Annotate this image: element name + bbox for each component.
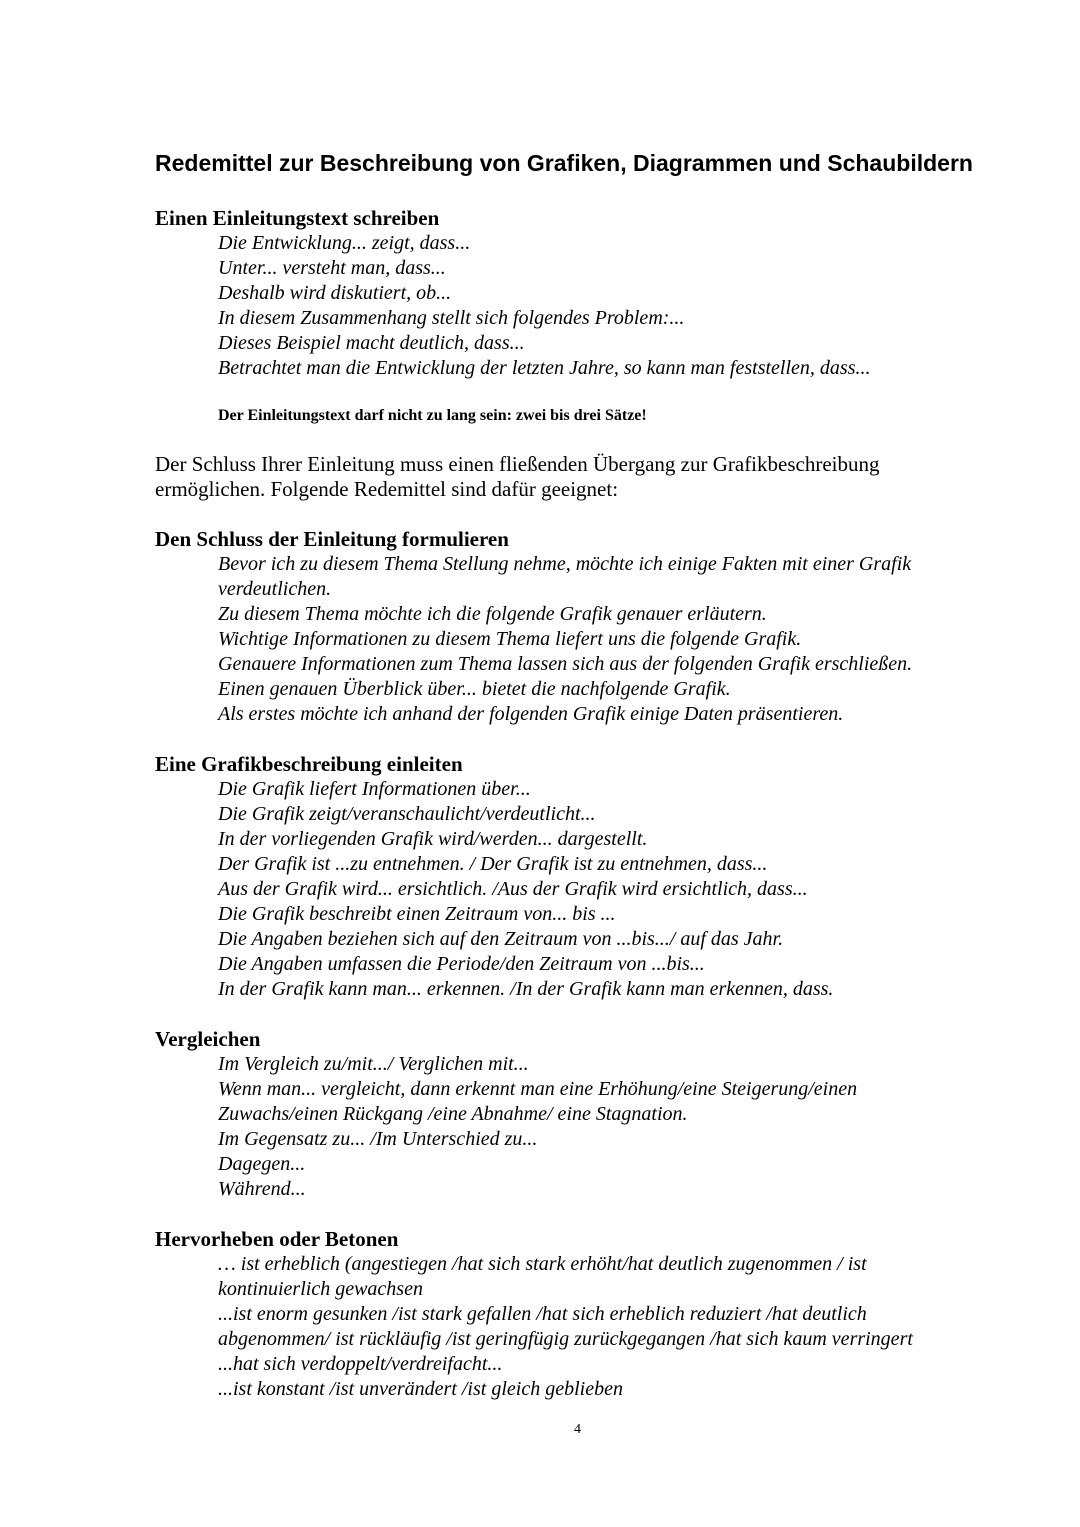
section-heading: Einen Einleitungstext schreiben: [155, 206, 440, 230]
section-vergleichen: [155, 1027, 1035, 1202]
page-title: Redemittel zur Beschreibung von Grafiken, Diagrammen und Schaubildern: [155, 150, 973, 176]
phrase-line: Aus der Grafik wird... ersichtlich. /Aus der Grafik wird ersichtlich, dass...: [218, 878, 808, 900]
phrase-line: Der Grafik ist ...zu entnehmen. / Der Grafik ist zu entnehmen, dass...: [218, 853, 768, 875]
paragraph-line: Der Schluss Ihrer Einleitung muss einen fließenden Übergang zur Grafikbeschreibung: [155, 452, 880, 476]
phrase-line: Im Gegensatz zu... /Im Unterschied zu...: [218, 1128, 538, 1150]
phrase-line: Unter... versteht man, dass...: [218, 257, 446, 279]
section-heading: Hervorheben oder Betonen: [155, 1227, 399, 1251]
phrase-line: Die Grafik beschreibt einen Zeitraum von... bis ...: [218, 903, 616, 925]
phrase-line: ...hat sich verdoppelt/verdreifacht...: [218, 1353, 503, 1375]
phrase-line: Die Grafik liefert Informationen über...: [218, 778, 531, 800]
phrase-line: ...ist enorm gesunken /ist stark gefallen /hat sich erheblich reduziert /hat deutlich: [218, 1303, 867, 1325]
section-schluss-einleitung: [155, 527, 1035, 727]
phrase-line: Die Entwicklung... zeigt, dass...: [218, 232, 471, 254]
phrase-line: Deshalb wird diskutiert, ob...: [218, 282, 452, 304]
phrase-list: [155, 552, 1035, 727]
section-grafikbeschreibung: [155, 752, 1035, 1002]
phrase-line: … ist erheblich (angestiegen /hat sich stark erhöht/hat deutlich zugenommen / ist: [218, 1253, 867, 1275]
phrase-list: [155, 777, 1035, 1002]
phrase-list: [155, 231, 1035, 381]
phrase-line: Genauere Informationen zum Thema lassen sich aus der folgenden Grafik erschließen.: [218, 653, 913, 675]
page-number: 4: [574, 1422, 581, 1437]
phrase-line: Die Angaben beziehen sich auf den Zeitraum von ...bis.../ auf das Jahr.: [218, 928, 784, 950]
phrase-line: kontinuierlich gewachsen: [218, 1278, 423, 1300]
phrase-line: Dagegen...: [218, 1153, 306, 1175]
section-hervorheben: [155, 1227, 1035, 1402]
phrase-line: Einen genauen Überblick über... bietet die nachfolgende Grafik.: [218, 678, 731, 700]
phrase-line: Die Angaben umfassen die Periode/den Zeitraum von ...bis...: [218, 953, 705, 975]
phrase-line: Im Vergleich zu/mit.../ Verglichen mit...: [218, 1053, 529, 1075]
phrase-line: In der vorliegenden Grafik wird/werden... dargestellt.: [218, 828, 648, 850]
phrase-line: verdeutlichen.: [218, 578, 332, 600]
paragraph-line: ermöglichen. Folgende Redemittel sind dafür geeignet:: [155, 477, 619, 501]
phrase-line: abgenommen/ ist rückläufig /ist geringfügig zurückgegangen /hat sich kaum verringert: [218, 1328, 913, 1350]
section-einleitungstext: [155, 206, 1035, 381]
phrase-line: Zuwachs/einen Rückgang /eine Abnahme/ eine Stagnation.: [218, 1103, 688, 1125]
phrase-line: Während...: [218, 1178, 306, 1200]
phrase-line: Die Grafik zeigt/veranschaulicht/verdeutlicht...: [218, 803, 596, 825]
phrase-line: Betrachtet man die Entwicklung der letzten Jahre, so kann man feststellen, dass...: [218, 357, 871, 379]
phrase-line: Bevor ich zu diesem Thema Stellung nehme, möchte ich einige Fakten mit einer Grafik: [218, 553, 912, 575]
phrase-line: Als erstes möchte ich anhand der folgenden Grafik einige Daten präsentieren.: [218, 703, 844, 725]
section-heading: Vergleichen: [155, 1027, 261, 1051]
phrase-line: Dieses Beispiel macht deutlich, dass...: [218, 332, 525, 354]
phrase-list: [155, 1052, 1035, 1202]
phrase-line: In der Grafik kann man... erkennen. /In der Grafik kann man erkennen, dass.: [218, 978, 834, 1000]
phrase-line: Wenn man... vergleicht, dann erkennt man eine Erhöhung/eine Steigerung/einen: [218, 1078, 858, 1100]
note-text: Der Einleitungstext darf nicht zu lang sein: zwei bis drei Sätze!: [218, 407, 647, 424]
phrase-line: In diesem Zusammenhang stellt sich folgendes Problem:...: [218, 307, 685, 329]
section-heading: Den Schluss der Einleitung formulieren: [155, 527, 509, 551]
phrase-line: Wichtige Informationen zu diesem Thema liefert uns die folgende Grafik.: [218, 628, 802, 650]
section-heading: Eine Grafikbeschreibung einleiten: [155, 752, 463, 776]
phrase-list: [155, 1252, 1035, 1402]
body-paragraph: [155, 452, 879, 502]
phrase-line: ...ist konstant /ist unverändert /ist gleich geblieben: [218, 1378, 623, 1400]
phrase-line: Zu diesem Thema möchte ich die folgende Grafik genauer erläutern.: [218, 603, 767, 625]
